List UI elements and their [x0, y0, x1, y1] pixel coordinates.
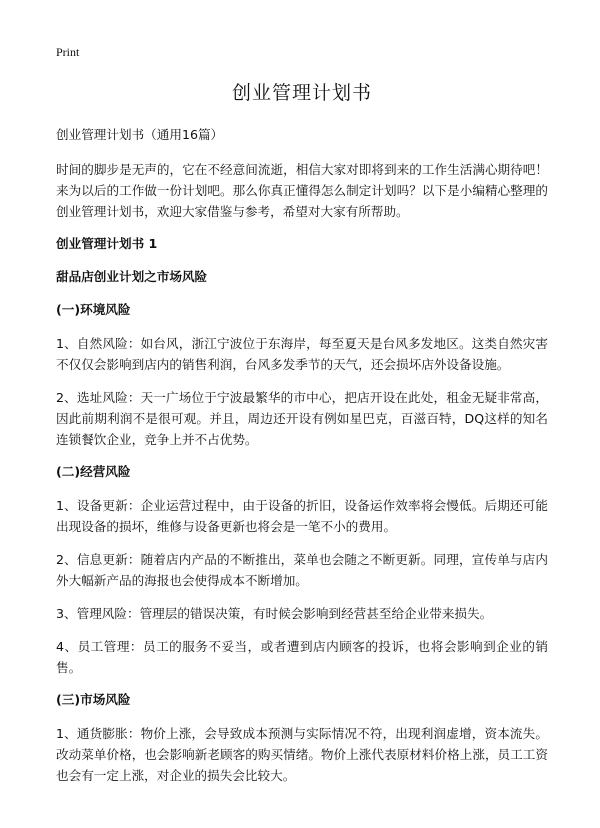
print-label: Print [56, 45, 80, 59]
section-heading: 创业管理计划书 1 [56, 236, 158, 251]
paragraph-management-risk: 3、管理风险：管理层的错误决策，有时候会影响到经营甚至给企业带来损失。 [56, 606, 493, 621]
intro-paragraph: 时间的脚步是无声的，它在不经意间流逝，相信大家对即将到来的工作生活满心期待吧！来为以后的工作做一份计划吧。那么你真正懂得怎么制定计划吗？以下是小编精心整理的创业管理计划书，欢迎大家借鉴与参考，希望对大家有所帮助。 [56, 162, 548, 219]
paragraph-staff-management: 4、员工管理：员工的服务不妥当，或者遭到店内顾客的投诉，也将会影响到企业的销售。 [56, 639, 548, 675]
operation-risk-heading: (二)经营风险 [56, 464, 131, 479]
paragraph-location-risk: 2、选址风险：天一广场位于宁波最繁华的市中心，把店开设在此处，租金无疑非常高，因此前期利润不是很可观。并且，周边还开设有例如星巴克，百滋百特，DQ这样的知名连锁餐饮企业，竞争上并不占优势。 [56, 390, 548, 447]
paragraph-inflation: 1、通货膨胀：物价上涨，会导致成本预测与实际情况不符，出现利润虚增，资本流失。改动菜单价格，也会影响新老顾客的购买情绪。物价上涨代表原材料价格上涨，员工工资也会有一定上涨，对企业的损失会比较大。 [56, 726, 548, 783]
document-title: 创业管理计划书 [231, 82, 372, 104]
environment-risk-heading: (一)环境风险 [56, 302, 131, 317]
market-risk-heading: (三)市场风险 [56, 692, 131, 707]
section-subheading: 甜品店创业计划之市场风险 [56, 269, 208, 284]
document-subtitle: 创业管理计划书（通用16篇） [56, 127, 224, 142]
paragraph-equipment-update: 1、设备更新：企业运营过程中，由于设备的折旧，设备运作效率将会慢低。后期还可能出现设备的损坏，维修与设备更新也将会是一笔不小的费用。 [56, 498, 548, 534]
paragraph-natural-risk: 1、自然风险：如台风，浙江宁波位于东海岸，每至夏天是台风多发地区。这类自然灾害不仅仅会影响到店内的销售利润，台风多发季节的天气，还会损坏店外设备设施。 [56, 336, 548, 372]
paragraph-information-update: 2、信息更新：随着店内产品的不断推出，菜单也会随之不断更新。同理，宣传单与店内外大幅新产品的海报也会使得成本不断增加。 [56, 552, 548, 588]
